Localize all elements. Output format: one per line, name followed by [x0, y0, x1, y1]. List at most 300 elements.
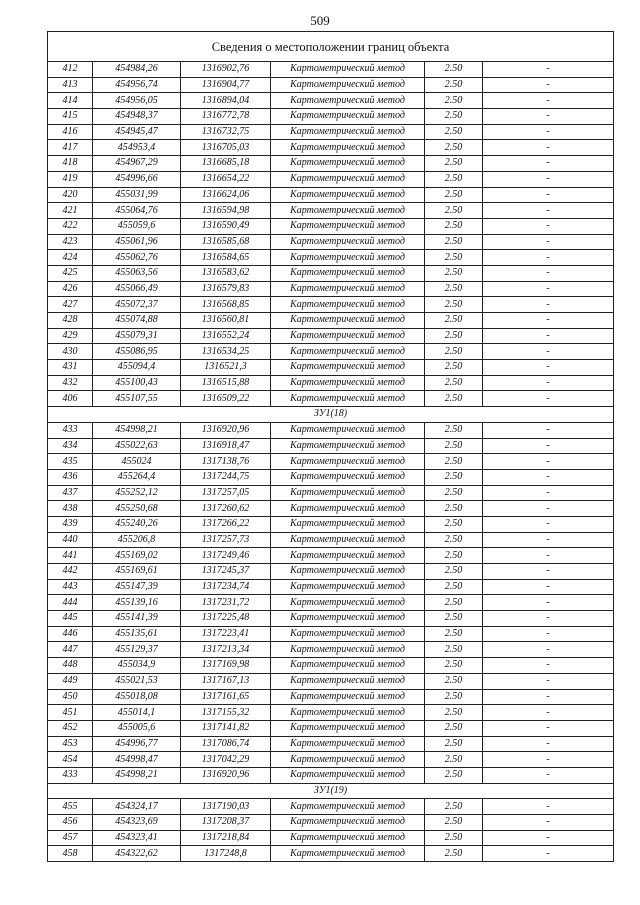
accuracy-cell: 2.50: [425, 564, 483, 580]
description-cell: -: [483, 250, 614, 266]
y-coordinate-cell: 1316590,49: [181, 218, 271, 234]
table-row: [48, 705, 614, 721]
accuracy-cell: 2.50: [425, 720, 483, 736]
y-coordinate-cell: 1316624,06: [181, 187, 271, 203]
description-cell: -: [483, 438, 614, 454]
x-coordinate-cell: 455240,26: [93, 516, 181, 532]
y-coordinate-cell: 1317167,13: [181, 673, 271, 689]
accuracy-cell: 2.50: [425, 422, 483, 438]
method-cell: Картометрический метод: [271, 250, 425, 266]
y-coordinate-cell: 1317244,75: [181, 469, 271, 485]
accuracy-cell: 2.50: [425, 516, 483, 532]
method-cell: Картометрический метод: [271, 281, 425, 297]
description-cell: -: [483, 846, 614, 862]
x-coordinate-cell: 455062,76: [93, 250, 181, 266]
point-number-cell: 426: [48, 281, 93, 297]
accuracy-cell: 2.50: [425, 548, 483, 564]
table-row: [48, 62, 614, 78]
table-row: [48, 438, 614, 454]
point-number-cell: 424: [48, 250, 93, 266]
point-number-cell: 430: [48, 344, 93, 360]
y-coordinate-cell: 1316521,3: [181, 360, 271, 376]
table-row: [48, 344, 614, 360]
y-coordinate-cell: 1317218,84: [181, 830, 271, 846]
description-cell: -: [483, 422, 614, 438]
description-cell: -: [483, 752, 614, 768]
y-coordinate-cell: 1316560,81: [181, 313, 271, 329]
table-row: [48, 281, 614, 297]
y-coordinate-cell: 1317225,48: [181, 611, 271, 627]
point-number-cell: 440: [48, 532, 93, 548]
table-row: [48, 689, 614, 705]
table-row: [48, 611, 614, 627]
y-coordinate-cell: 1317042,29: [181, 752, 271, 768]
accuracy-cell: 2.50: [425, 234, 483, 250]
x-coordinate-cell: 455129,37: [93, 642, 181, 658]
table-row: [48, 767, 614, 783]
table-row: [48, 626, 614, 642]
description-cell: -: [483, 171, 614, 187]
accuracy-cell: 2.50: [425, 391, 483, 407]
table-row: [48, 815, 614, 831]
section-header-row: [48, 783, 614, 799]
method-cell: Картометрический метод: [271, 391, 425, 407]
method-cell: Картометрический метод: [271, 673, 425, 689]
method-cell: Картометрический метод: [271, 438, 425, 454]
description-cell: -: [483, 815, 614, 831]
accuracy-cell: 2.50: [425, 454, 483, 470]
accuracy-cell: 2.50: [425, 140, 483, 156]
table-row: [48, 579, 614, 595]
description-cell: -: [483, 799, 614, 815]
table-row: [48, 313, 614, 329]
description-cell: -: [483, 564, 614, 580]
table-row: [48, 564, 614, 580]
accuracy-cell: 2.50: [425, 689, 483, 705]
y-coordinate-cell: 1316594,98: [181, 203, 271, 219]
table-row: [48, 187, 614, 203]
accuracy-cell: 2.50: [425, 438, 483, 454]
x-coordinate-cell: 455022,63: [93, 438, 181, 454]
x-coordinate-cell: 455074,88: [93, 313, 181, 329]
description-cell: -: [483, 736, 614, 752]
method-cell: Картометрический метод: [271, 815, 425, 831]
method-cell: Картометрический метод: [271, 469, 425, 485]
y-coordinate-cell: 1317248,8: [181, 846, 271, 862]
accuracy-cell: 2.50: [425, 846, 483, 862]
description-cell: -: [483, 830, 614, 846]
x-coordinate-cell: 454956,74: [93, 77, 181, 93]
accuracy-cell: 2.50: [425, 815, 483, 831]
description-cell: -: [483, 218, 614, 234]
description-cell: -: [483, 689, 614, 705]
method-cell: Картометрический метод: [271, 516, 425, 532]
y-coordinate-cell: 1317190,03: [181, 799, 271, 815]
x-coordinate-cell: 454945,47: [93, 124, 181, 140]
table-row: [48, 548, 614, 564]
y-coordinate-cell: 1317213,34: [181, 642, 271, 658]
description-cell: -: [483, 140, 614, 156]
y-coordinate-cell: 1317208,37: [181, 815, 271, 831]
y-coordinate-cell: 1316685,18: [181, 156, 271, 172]
table-row: [48, 297, 614, 313]
table-row: [48, 642, 614, 658]
y-coordinate-cell: 1316585,68: [181, 234, 271, 250]
point-number-cell: 436: [48, 469, 93, 485]
point-number-cell: 414: [48, 93, 93, 109]
method-cell: Картометрический метод: [271, 62, 425, 78]
point-number-cell: 449: [48, 673, 93, 689]
point-number-cell: 446: [48, 626, 93, 642]
method-cell: Картометрический метод: [271, 548, 425, 564]
y-coordinate-cell: 1316552,24: [181, 328, 271, 344]
method-cell: Картометрический метод: [271, 156, 425, 172]
y-coordinate-cell: 1316904,77: [181, 77, 271, 93]
method-cell: Картометрический метод: [271, 501, 425, 517]
point-number-cell: 454: [48, 752, 93, 768]
point-number-cell: 443: [48, 579, 93, 595]
table-row: [48, 658, 614, 674]
description-cell: -: [483, 673, 614, 689]
accuracy-cell: 2.50: [425, 642, 483, 658]
accuracy-cell: 2.50: [425, 736, 483, 752]
table-row: [48, 799, 614, 815]
x-coordinate-cell: 455206,8: [93, 532, 181, 548]
table-row: [48, 830, 614, 846]
table-row: [48, 328, 614, 344]
description-cell: -: [483, 360, 614, 376]
table-row: [48, 360, 614, 376]
method-cell: Картометрический метод: [271, 234, 425, 250]
point-number-cell: 457: [48, 830, 93, 846]
description-cell: -: [483, 516, 614, 532]
accuracy-cell: 2.50: [425, 250, 483, 266]
point-number-cell: 417: [48, 140, 93, 156]
y-coordinate-cell: 1316509,22: [181, 391, 271, 407]
table-row: [48, 156, 614, 172]
description-cell: -: [483, 93, 614, 109]
x-coordinate-cell: 455100,43: [93, 375, 181, 391]
method-cell: Картометрический метод: [271, 611, 425, 627]
x-coordinate-cell: 455086,95: [93, 344, 181, 360]
description-cell: -: [483, 767, 614, 783]
method-cell: Картометрический метод: [271, 532, 425, 548]
x-coordinate-cell: 455135,61: [93, 626, 181, 642]
table-row: [48, 234, 614, 250]
section-label: ЗУ1(18): [48, 407, 614, 423]
accuracy-cell: 2.50: [425, 344, 483, 360]
method-cell: Картометрический метод: [271, 109, 425, 125]
table-row: [48, 846, 614, 862]
description-cell: -: [483, 156, 614, 172]
table-row: [48, 265, 614, 281]
method-cell: Картометрический метод: [271, 720, 425, 736]
table-row: [48, 124, 614, 140]
point-number-cell: 451: [48, 705, 93, 721]
accuracy-cell: 2.50: [425, 658, 483, 674]
method-cell: Картометрический метод: [271, 297, 425, 313]
method-cell: Картометрический метод: [271, 752, 425, 768]
method-cell: Картометрический метод: [271, 830, 425, 846]
accuracy-cell: 2.50: [425, 485, 483, 501]
accuracy-cell: 2.50: [425, 611, 483, 627]
accuracy-cell: 2.50: [425, 799, 483, 815]
y-coordinate-cell: 1317234,74: [181, 579, 271, 595]
accuracy-cell: 2.50: [425, 626, 483, 642]
point-number-cell: 413: [48, 77, 93, 93]
description-cell: -: [483, 720, 614, 736]
method-cell: Картометрический метод: [271, 705, 425, 721]
point-number-cell: 455: [48, 799, 93, 815]
y-coordinate-cell: 1317141,82: [181, 720, 271, 736]
table-title: Сведения о местоположении границ объекта: [48, 32, 614, 62]
method-cell: Картометрический метод: [271, 846, 425, 862]
table-row: [48, 77, 614, 93]
description-cell: -: [483, 109, 614, 125]
y-coordinate-cell: 1317245,37: [181, 564, 271, 580]
description-cell: -: [483, 469, 614, 485]
table-row: [48, 171, 614, 187]
table-row: [48, 516, 614, 532]
x-coordinate-cell: 454996,66: [93, 171, 181, 187]
point-number-cell: 452: [48, 720, 93, 736]
table-row: [48, 140, 614, 156]
method-cell: Картометрический метод: [271, 579, 425, 595]
y-coordinate-cell: 1317257,05: [181, 485, 271, 501]
point-number-cell: 444: [48, 595, 93, 611]
accuracy-cell: 2.50: [425, 705, 483, 721]
y-coordinate-cell: 1316515,88: [181, 375, 271, 391]
description-cell: -: [483, 579, 614, 595]
point-number-cell: 415: [48, 109, 93, 125]
table-row: [48, 501, 614, 517]
accuracy-cell: 2.50: [425, 469, 483, 485]
accuracy-cell: 2.50: [425, 218, 483, 234]
x-coordinate-cell: 455094,4: [93, 360, 181, 376]
point-number-cell: 433: [48, 767, 93, 783]
x-coordinate-cell: 455014,1: [93, 705, 181, 721]
x-coordinate-cell: 455252,12: [93, 485, 181, 501]
y-coordinate-cell: 1317260,62: [181, 501, 271, 517]
x-coordinate-cell: 454323,69: [93, 815, 181, 831]
table-row: [48, 752, 614, 768]
method-cell: Картометрический метод: [271, 689, 425, 705]
x-coordinate-cell: 455250,68: [93, 501, 181, 517]
y-coordinate-cell: 1316568,85: [181, 297, 271, 313]
method-cell: Картометрический метод: [271, 171, 425, 187]
table-row: [48, 218, 614, 234]
point-number-cell: 423: [48, 234, 93, 250]
table-row: [48, 720, 614, 736]
description-cell: -: [483, 234, 614, 250]
x-coordinate-cell: 454967,29: [93, 156, 181, 172]
method-cell: Картометрический метод: [271, 265, 425, 281]
point-number-cell: 456: [48, 815, 93, 831]
point-number-cell: 406: [48, 391, 93, 407]
method-cell: Картометрический метод: [271, 77, 425, 93]
x-coordinate-cell: 454998,47: [93, 752, 181, 768]
table-row: [48, 203, 614, 219]
y-coordinate-cell: 1317249,46: [181, 548, 271, 564]
description-cell: -: [483, 485, 614, 501]
point-number-cell: 442: [48, 564, 93, 580]
method-cell: Картометрический метод: [271, 595, 425, 611]
table-row: [48, 673, 614, 689]
y-coordinate-cell: 1316918,47: [181, 438, 271, 454]
x-coordinate-cell: 455005,6: [93, 720, 181, 736]
y-coordinate-cell: 1316920,96: [181, 767, 271, 783]
x-coordinate-cell: 455169,02: [93, 548, 181, 564]
accuracy-cell: 2.50: [425, 62, 483, 78]
method-cell: Картометрический метод: [271, 344, 425, 360]
description-cell: -: [483, 281, 614, 297]
description-cell: -: [483, 595, 614, 611]
accuracy-cell: 2.50: [425, 532, 483, 548]
table-row: [48, 532, 614, 548]
accuracy-cell: 2.50: [425, 752, 483, 768]
x-coordinate-cell: 455061,96: [93, 234, 181, 250]
table-row: [48, 485, 614, 501]
point-number-cell: 453: [48, 736, 93, 752]
point-number-cell: 422: [48, 218, 93, 234]
point-number-cell: 439: [48, 516, 93, 532]
x-coordinate-cell: 454324,17: [93, 799, 181, 815]
table-row: [48, 109, 614, 125]
method-cell: Картометрический метод: [271, 736, 425, 752]
accuracy-cell: 2.50: [425, 360, 483, 376]
point-number-cell: 441: [48, 548, 93, 564]
x-coordinate-cell: 455064,76: [93, 203, 181, 219]
point-number-cell: 447: [48, 642, 93, 658]
point-number-cell: 431: [48, 360, 93, 376]
point-number-cell: 425: [48, 265, 93, 281]
y-coordinate-cell: 1317086,74: [181, 736, 271, 752]
accuracy-cell: 2.50: [425, 156, 483, 172]
table-row: [48, 375, 614, 391]
table-row: [48, 93, 614, 109]
x-coordinate-cell: 455021,53: [93, 673, 181, 689]
y-coordinate-cell: 1317169,98: [181, 658, 271, 674]
boundary-coordinates-table: [47, 31, 614, 862]
y-coordinate-cell: 1316584,65: [181, 250, 271, 266]
accuracy-cell: 2.50: [425, 673, 483, 689]
x-coordinate-cell: 455063,56: [93, 265, 181, 281]
point-number-cell: 435: [48, 454, 93, 470]
y-coordinate-cell: 1317266,22: [181, 516, 271, 532]
method-cell: Картометрический метод: [271, 454, 425, 470]
point-number-cell: 427: [48, 297, 93, 313]
description-cell: -: [483, 203, 614, 219]
method-cell: Картометрический метод: [271, 203, 425, 219]
x-coordinate-cell: 454953,4: [93, 140, 181, 156]
accuracy-cell: 2.50: [425, 767, 483, 783]
x-coordinate-cell: 455018,08: [93, 689, 181, 705]
accuracy-cell: 2.50: [425, 328, 483, 344]
method-cell: Картометрический метод: [271, 360, 425, 376]
accuracy-cell: 2.50: [425, 203, 483, 219]
point-number-cell: 438: [48, 501, 93, 517]
y-coordinate-cell: 1317161,65: [181, 689, 271, 705]
description-cell: -: [483, 501, 614, 517]
accuracy-cell: 2.50: [425, 93, 483, 109]
description-cell: -: [483, 344, 614, 360]
y-coordinate-cell: 1316902,76: [181, 62, 271, 78]
y-coordinate-cell: 1316894,04: [181, 93, 271, 109]
table-row: [48, 595, 614, 611]
accuracy-cell: 2.50: [425, 579, 483, 595]
x-coordinate-cell: 454998,21: [93, 767, 181, 783]
description-cell: -: [483, 124, 614, 140]
x-coordinate-cell: 455059,6: [93, 218, 181, 234]
point-number-cell: 445: [48, 611, 93, 627]
table-row: [48, 736, 614, 752]
section-header-row: [48, 407, 614, 423]
point-number-cell: 419: [48, 171, 93, 187]
y-coordinate-cell: 1316579,83: [181, 281, 271, 297]
accuracy-cell: 2.50: [425, 187, 483, 203]
method-cell: Картометрический метод: [271, 485, 425, 501]
page-number: 509: [310, 13, 330, 28]
method-cell: Картометрический метод: [271, 328, 425, 344]
method-cell: Картометрический метод: [271, 124, 425, 140]
section-label: ЗУ1(19): [48, 783, 614, 799]
point-number-cell: 458: [48, 846, 93, 862]
x-coordinate-cell: 454948,37: [93, 109, 181, 125]
table-title-row: [48, 32, 614, 62]
method-cell: Картометрический метод: [271, 93, 425, 109]
description-cell: -: [483, 265, 614, 281]
y-coordinate-cell: 1317223,41: [181, 626, 271, 642]
point-number-cell: 429: [48, 328, 93, 344]
point-number-cell: 421: [48, 203, 93, 219]
method-cell: Картометрический метод: [271, 642, 425, 658]
description-cell: -: [483, 642, 614, 658]
accuracy-cell: 2.50: [425, 124, 483, 140]
x-coordinate-cell: 454956,05: [93, 93, 181, 109]
description-cell: -: [483, 375, 614, 391]
description-cell: -: [483, 548, 614, 564]
x-coordinate-cell: 455031,99: [93, 187, 181, 203]
x-coordinate-cell: 455072,37: [93, 297, 181, 313]
accuracy-cell: 2.50: [425, 77, 483, 93]
method-cell: Картометрический метод: [271, 767, 425, 783]
table-body: [48, 32, 614, 862]
x-coordinate-cell: 455079,31: [93, 328, 181, 344]
description-cell: -: [483, 391, 614, 407]
point-number-cell: 428: [48, 313, 93, 329]
description-cell: -: [483, 705, 614, 721]
description-cell: -: [483, 454, 614, 470]
accuracy-cell: 2.50: [425, 830, 483, 846]
x-coordinate-cell: 454996,77: [93, 736, 181, 752]
y-coordinate-cell: 1316534,25: [181, 344, 271, 360]
point-number-cell: 420: [48, 187, 93, 203]
y-coordinate-cell: 1317138,76: [181, 454, 271, 470]
y-coordinate-cell: 1316920,96: [181, 422, 271, 438]
point-number-cell: 418: [48, 156, 93, 172]
description-cell: -: [483, 77, 614, 93]
x-coordinate-cell: 454984,26: [93, 62, 181, 78]
description-cell: -: [483, 328, 614, 344]
point-number-cell: 434: [48, 438, 93, 454]
point-number-cell: 412: [48, 62, 93, 78]
method-cell: Картометрический метод: [271, 187, 425, 203]
y-coordinate-cell: 1316583,62: [181, 265, 271, 281]
accuracy-cell: 2.50: [425, 375, 483, 391]
table-row: [48, 454, 614, 470]
table-row: [48, 469, 614, 485]
y-coordinate-cell: 1317231,72: [181, 595, 271, 611]
